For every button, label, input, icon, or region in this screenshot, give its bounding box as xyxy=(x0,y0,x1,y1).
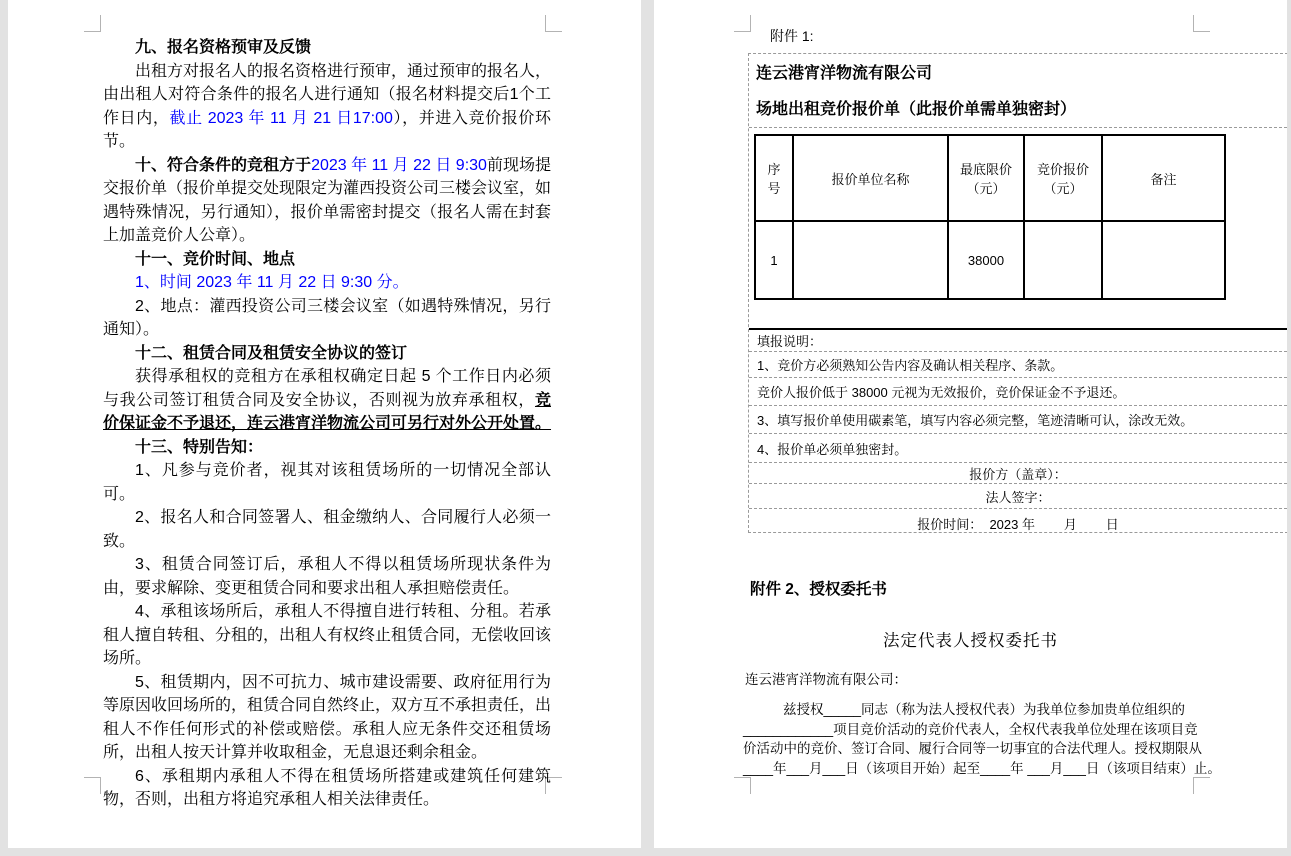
attachment1-label: 附件 1: xyxy=(770,28,814,44)
paragraph: 6、承租期内承租人不得在租赁场所搭建或建筑任何建筑物，否则，出租方将追究承租人相关法律责任。 xyxy=(103,767,551,808)
margin-crop-mark-icon xyxy=(545,15,562,32)
signature-time-row: 报价时间： 2023 年 月 日 xyxy=(917,517,1119,532)
poa-body-line: ____年___月___日（该项目开始）起至____年 ___月___日（该项目结束）止。 xyxy=(743,760,1221,776)
poa-body-text xyxy=(743,700,1263,778)
margin-crop-mark-icon xyxy=(84,777,101,794)
attachment2-heading: 附件 2、授权委托书 xyxy=(750,581,887,598)
header-remark: 备注 xyxy=(1102,135,1225,221)
margin-crop-mark-icon xyxy=(84,15,101,32)
document-body-text xyxy=(103,36,551,812)
header-bidprice: 竞价报价（元） xyxy=(1024,135,1102,221)
signature-stamp-row: 报价方（盖章）： xyxy=(749,463,1287,484)
notes-title-row: 填报说明： xyxy=(749,328,1287,352)
header-unit: 报价单位名称 xyxy=(793,135,948,221)
margin-crop-mark-icon xyxy=(1193,15,1210,32)
margin-crop-mark-icon xyxy=(734,15,751,32)
note-item-row: 3、填写报价单使用碳素笔，填写内容必须完整，笔迹清晰可认，涂改无效。 xyxy=(749,406,1287,434)
paragraph: 1、凡参与竞价者，视其对该租赁场所的一切情况全部认可。 xyxy=(103,462,551,503)
cell-bidprice xyxy=(1024,221,1102,299)
document-page-left xyxy=(8,0,641,848)
cell-minprice: 38000 xyxy=(948,221,1024,299)
paragraph: 2、报名人和合同签署人、租金缴纳人、合同履行人必须一致。 xyxy=(103,509,551,550)
header-seq: 序号 xyxy=(755,135,793,221)
note-item-row: 1、竞价方必须熟知公告内容及确认相关程序、条款。 xyxy=(749,352,1287,378)
paragraph: 2、地点：灌西投资公司三楼会议室（如遇特殊情况，另行通知）。 xyxy=(103,297,551,338)
quote-table-header-row xyxy=(755,135,1225,221)
paragraph: 3、租赁合同签订后，承租人不得以租赁场所现状条件为由，要求解除、变更租赁合同和要求出租人承担赔偿责任。 xyxy=(103,556,551,597)
quote-table-wrapper xyxy=(749,128,1287,328)
poa-body-line: 价活动中的竞价、签订合同、履行合同等一切事宜的合法代理人。授权期限从 xyxy=(743,741,1202,756)
document-page-right xyxy=(654,0,1287,848)
cell-remark xyxy=(1102,221,1225,299)
quote-form-subtitle: 场地出租竞价报价单（此报价单需单独密封） xyxy=(756,101,1077,118)
note-item-row: 竞价人报价低于 38000 元视为无效报价，竞价保证金不予退还。 xyxy=(749,378,1287,406)
poa-title: 法定代表人授权委托书 xyxy=(883,632,1058,650)
paragraph: 十一、竞价时间、地点 xyxy=(135,250,296,268)
paragraph: 出租方对报名人的报名资格进行预审，通过预审的报名人，由出租人对符合条件的报名人进行通知（报名材料提交后1个工作日内，截止 2023 年 11 月 21 日17:00），并进入竞价报价环节。 xyxy=(103,62,552,150)
margin-crop-mark-icon xyxy=(1193,777,1210,794)
margin-crop-mark-icon xyxy=(734,777,751,794)
paragraph: 1、时间 2023 年 11 月 22 日 9:30 分。 xyxy=(135,274,409,291)
paragraph: 获得承租权的竞租方在承租权确定日起 5 个工作日内必须与我公司签订租赁合同及安全协议，否则视为放弃承租权，竞价保证金不予退还，连云港宵洋物流公司可另行对外公开处置。 xyxy=(103,368,552,432)
note-item-row: 4、报价单必须单独密封。 xyxy=(749,434,1287,463)
paragraph: 十二、租赁合同及租赁安全协议的签订 xyxy=(135,344,408,362)
paragraph: 十三、特别告知： xyxy=(135,438,264,456)
cell-seq: 1 xyxy=(755,221,793,299)
quote-table-data-row xyxy=(755,221,1225,299)
paragraph: 4、承租该场所后，承租人不得擅自进行转租、分租。若承租人擅自转租、分租的，出租人有权终止租赁合同，无偿收回该场所。 xyxy=(103,603,552,667)
quote-form-title-block xyxy=(749,60,1287,128)
poa-body-line: ____________项目竞价活动的竞价代表人，全权代表我单位处理在该项目竞 xyxy=(743,721,1198,737)
poa-salutation: 连云港宵洋物流有限公司： xyxy=(745,672,907,687)
paragraph: 十、符合条件的竞租方于2023 年 11 月 22 日 9:30前现场提交报价单（报价单提交处现限定为灌西投资公司三楼会议室，如遇特殊情况，另行通知），报价单需密封提交（报名人需在封套上加盖竞价人公章）。 xyxy=(103,156,552,244)
quote-table xyxy=(754,134,1226,300)
signature-sign-row: 法人签字： xyxy=(749,484,1287,509)
quote-form-block xyxy=(748,53,1287,533)
paragraph: 5、租赁期内，因不可抗力、城市建设需要、政府征用行为等原因收回场所的，租赁合同自然终止，双方互不承担责任，出租人不作任何形式的补偿或赔偿。承租人应无条件交还租赁场所，出租人按天计算并收取租金，无息退还剩余租金。 xyxy=(103,673,552,761)
poa-body-line: 兹授权_____同志（称为法人授权代表）为我单位参加贵单位组织的 xyxy=(783,702,1186,717)
cell-unit xyxy=(793,221,948,299)
header-minprice: 最底限价（元） xyxy=(948,135,1024,221)
paragraph: 九、报名资格预审及反馈 xyxy=(135,39,312,56)
company-name: 连云港宵洋物流有限公司 xyxy=(756,65,933,82)
